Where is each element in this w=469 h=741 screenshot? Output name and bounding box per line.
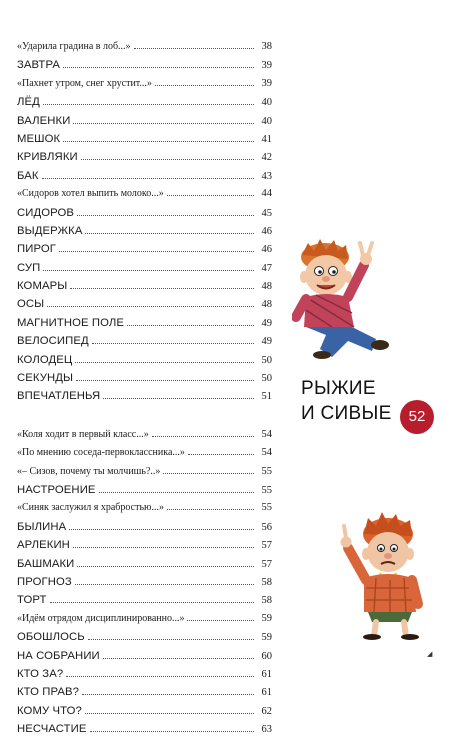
- toc-entry-page: 46: [261, 225, 272, 237]
- toc-entry-page: 60: [261, 650, 272, 662]
- toc-entry-title: ЗАВТРА: [17, 59, 60, 72]
- toc-entry: [17, 668, 272, 686]
- toc-entry-title: ЛЁД: [17, 96, 40, 109]
- toc-entry-title: ТОРТ: [17, 594, 47, 607]
- toc-entry: [17, 613, 272, 631]
- toc-entry-page: 58: [261, 595, 272, 607]
- toc-leader-dots: [103, 398, 254, 399]
- corner-mark: ◢: [427, 651, 433, 658]
- toc-entry-title: «По мнению соседа-первоклассника...»: [17, 447, 185, 459]
- toc-leader-dots: [76, 380, 254, 381]
- toc-entry-page: 43: [261, 170, 272, 182]
- toc-entry-page: 54: [261, 447, 272, 459]
- boy-pointing-illustration: [330, 508, 440, 640]
- toc-entry-page: 47: [261, 262, 272, 274]
- toc-entry-page: 55: [261, 484, 272, 496]
- toc-entry-page: 48: [261, 299, 272, 311]
- toc-leader-dots: [63, 67, 254, 68]
- toc-entry-page: 48: [261, 281, 272, 293]
- toc-entry-page: 40: [261, 97, 272, 109]
- toc-leader-dots: [187, 620, 254, 621]
- toc-entry-page: 49: [261, 317, 272, 329]
- toc-leader-dots: [43, 270, 254, 271]
- toc-entry: [17, 335, 272, 353]
- section-title-line-1: РЫЖИЕ: [301, 378, 376, 399]
- toc-entry: [17, 447, 272, 465]
- toc-group-2: [17, 429, 272, 741]
- toc-entry: [17, 170, 272, 188]
- toc-entry: [17, 594, 272, 612]
- toc-entry-page: 39: [261, 60, 272, 72]
- toc-entry-title: КОМАРЫ: [17, 280, 68, 293]
- toc-leader-dots: [73, 123, 254, 124]
- toc-leader-dots: [188, 454, 254, 455]
- toc-leader-dots: [50, 602, 254, 603]
- toc-leader-dots: [70, 288, 254, 289]
- toc-entry-page: 42: [261, 152, 272, 164]
- toc-entry: [17, 429, 272, 447]
- toc-leader-dots: [127, 325, 254, 326]
- toc-leader-dots: [103, 658, 254, 659]
- toc-leader-dots: [152, 436, 254, 437]
- toc-entry: [17, 650, 272, 668]
- toc-entry-title: «Синяк заслужил я храбростью...»: [17, 502, 164, 514]
- toc-entry-title: «Сидоров хотел выпить молоко...»: [17, 188, 164, 200]
- toc-leader-dots: [92, 343, 254, 344]
- toc-entry: [17, 631, 272, 649]
- toc-entry-title: «Пахнет утром, снег хрустит...»: [17, 77, 152, 89]
- toc-entry: [17, 502, 272, 520]
- toc-entry: [17, 207, 272, 225]
- toc-entry-page: 50: [261, 373, 272, 385]
- toc-entry-title: КОЛОДЕЦ: [17, 353, 73, 366]
- toc-entry-title: НА СОБРАНИИ: [17, 649, 100, 662]
- toc-entry: [17, 225, 272, 243]
- toc-entry-title: БЫЛИНА: [17, 520, 67, 533]
- toc-entry-title: НАСТРОЕНИЕ: [17, 483, 96, 496]
- toc-entry-page: 56: [261, 521, 272, 533]
- toc-entry-title: СУП: [17, 261, 41, 274]
- toc-entry-page: 58: [261, 576, 272, 588]
- toc-entry: [17, 705, 272, 723]
- toc-entry-page: 49: [261, 336, 272, 348]
- toc-entry: [17, 243, 272, 261]
- toc-leader-dots: [88, 639, 254, 640]
- toc-entry-title: АРЛЕКИН: [17, 539, 70, 552]
- toc-leader-dots: [85, 713, 254, 714]
- toc-entry-title: СЕКУНДЫ: [17, 372, 74, 385]
- toc-entry-title: ОСЫ: [17, 298, 45, 311]
- toc-leader-dots: [85, 233, 254, 234]
- toc-leader-dots: [77, 215, 254, 216]
- toc-entry: [17, 151, 272, 169]
- toc-entry-title: КТО ПРАВ?: [17, 686, 80, 699]
- toc-entry: [17, 317, 272, 335]
- toc-leader-dots: [163, 473, 254, 474]
- toc-entry-page: 59: [261, 612, 272, 624]
- toc-entry: [17, 466, 272, 484]
- toc-entry: [17, 539, 272, 557]
- toc-entry-page: 59: [261, 632, 272, 644]
- toc-entry-title: БАК: [17, 169, 39, 182]
- toc-entry: [17, 521, 272, 539]
- toc-leader-dots: [47, 306, 254, 307]
- toc-entry: [17, 298, 272, 316]
- toc-entry-page: 51: [261, 391, 272, 403]
- toc-entry: [17, 484, 272, 502]
- toc-entry: [17, 576, 272, 594]
- toc-entry-page: 39: [261, 77, 272, 89]
- toc-entry-title: «Идём отрядом дисциплинированно...»: [17, 612, 185, 624]
- toc-gap: [17, 409, 272, 429]
- toc-leader-dots: [63, 141, 254, 142]
- toc-leader-dots: [90, 731, 254, 732]
- toc-leader-dots: [134, 48, 254, 49]
- toc-entry: [17, 115, 272, 133]
- toc-entry: [17, 390, 272, 408]
- toc-entry: [17, 96, 272, 114]
- toc-entry-title: ПИРОГ: [17, 243, 56, 256]
- toc-entry-page: 55: [261, 502, 272, 514]
- table-of-contents: [17, 41, 272, 741]
- section-title-line-2: И СИВЫЕ: [301, 403, 392, 424]
- toc-entry-page: 44: [261, 188, 272, 200]
- toc-leader-dots: [43, 104, 254, 105]
- toc-entry: [17, 372, 272, 390]
- toc-entry-page: 55: [261, 465, 272, 477]
- toc-entry: [17, 558, 272, 576]
- toc-entry: [17, 78, 272, 96]
- toc-entry-title: НЕСЧАСТИЕ: [17, 723, 87, 736]
- toc-entry-title: МЕШОК: [17, 132, 61, 145]
- toc-entry: [17, 262, 272, 280]
- toc-entry-title: СИДОРОВ: [17, 206, 75, 219]
- toc-entry-title: КОМУ ЧТО?: [17, 704, 82, 717]
- toc-entry-page: 38: [261, 41, 272, 52]
- toc-entry: [17, 59, 272, 77]
- toc-leader-dots: [69, 529, 254, 530]
- toc-entry-page: 50: [261, 354, 272, 366]
- toc-entry-page: 46: [261, 244, 272, 256]
- toc-leader-dots: [82, 694, 254, 695]
- toc-leader-dots: [59, 251, 254, 252]
- toc-entry-title: ВПЕЧАТЛЕНЬЯ: [17, 390, 101, 403]
- toc-entry-title: КРИВЛЯКИ: [17, 151, 78, 164]
- toc-entry-title: ВЫДЕРЖКА: [17, 224, 83, 237]
- toc-leader-dots: [77, 566, 254, 567]
- toc-entry: [17, 188, 272, 206]
- toc-leader-dots: [155, 85, 254, 86]
- toc-leader-dots: [73, 547, 254, 548]
- toc-leader-dots: [81, 159, 254, 160]
- toc-entry: [17, 686, 272, 704]
- toc-entry-page: 45: [261, 207, 272, 219]
- toc-entry-title: ВАЛЕНКИ: [17, 114, 71, 127]
- toc-entry-title: МАГНИТНОЕ ПОЛЕ: [17, 316, 124, 329]
- toc-entry-title: ПРОГНОЗ: [17, 575, 72, 588]
- toc-leader-dots: [75, 362, 254, 363]
- toc-entry-page: 40: [261, 115, 272, 127]
- toc-group-1: [17, 41, 272, 409]
- toc-entry-page: 57: [261, 540, 272, 552]
- toc-leader-dots: [66, 676, 254, 677]
- section-heading: [301, 376, 426, 426]
- toc-entry-title: КТО ЗА?: [17, 667, 64, 680]
- toc-entry-page: 41: [261, 133, 272, 145]
- boy-waving-illustration: [292, 235, 402, 360]
- toc-entry-page: 61: [261, 687, 272, 699]
- toc-entry-title: «– Сизов, почему ты молчишь?..»: [17, 465, 161, 477]
- toc-entry: [17, 41, 272, 59]
- toc-entry: [17, 133, 272, 151]
- section-page-badge: 52: [400, 400, 434, 434]
- toc-leader-dots: [99, 492, 254, 493]
- toc-entry: [17, 280, 272, 298]
- toc-entry-page: 63: [261, 724, 272, 736]
- toc-leader-dots: [75, 584, 254, 585]
- toc-leader-dots: [167, 195, 254, 196]
- toc-entry-title: ВЕЛОСИПЕД: [17, 335, 89, 348]
- toc-entry: [17, 354, 272, 372]
- toc-entry-page: 54: [261, 428, 272, 440]
- toc-entry-page: 61: [261, 668, 272, 680]
- toc-entry-title: БАШМАКИ: [17, 557, 75, 570]
- toc-leader-dots: [42, 178, 254, 179]
- toc-leader-dots: [167, 509, 254, 510]
- toc-entry-title: «Коля ходит в первый класс...»: [17, 428, 149, 440]
- toc-entry: [17, 723, 272, 741]
- toc-entry-page: 62: [261, 705, 272, 717]
- toc-entry-title: ОБОШЛОСЬ: [17, 631, 85, 644]
- toc-entry-page: 57: [261, 558, 272, 570]
- toc-entry-title: «Ударила градина в лоб...»: [17, 41, 131, 52]
